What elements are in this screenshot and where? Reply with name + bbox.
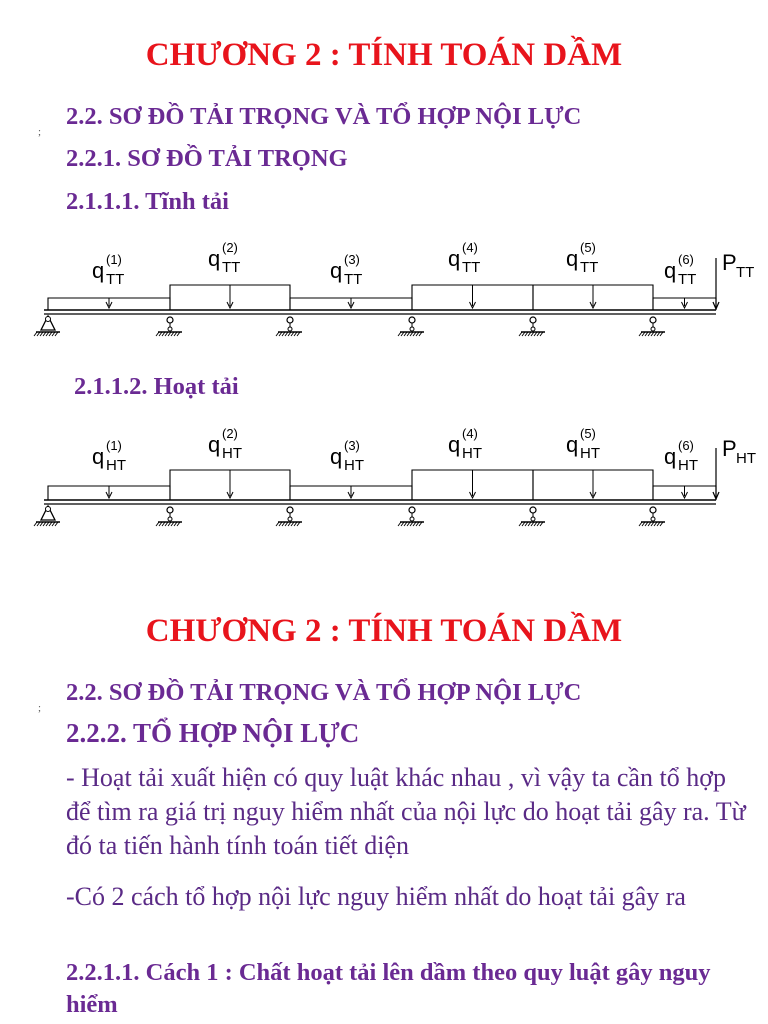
ground-hatch (276, 332, 279, 336)
item-heading-live-load: 2.1.1.2. Hoạt tải (74, 373, 239, 400)
load-label-subscript: TT (344, 271, 363, 288)
load-label-3: q (330, 258, 343, 283)
chapter-title-1: CHƯƠNG 2 : TÍNH TOÁN DẦM (145, 37, 623, 73)
ground-hatch (34, 332, 37, 336)
roller-support (650, 317, 656, 323)
method-1-heading: 2.2.1.1. Cách 1 : Chất hoạt tải lên dầm theo quy luật gây nguy hiểm (66, 959, 711, 1018)
roller-support (409, 507, 415, 513)
load-label-4: q (448, 432, 461, 457)
load-label-subscript: TT (462, 259, 481, 276)
roller-support-hinge (410, 327, 414, 331)
ground-hatch (398, 332, 401, 336)
section-heading-1: 2.2. SƠ ĐỒ TẢI TRỌNG VÀ TỔ HỢP NỘI LỰC (66, 103, 582, 130)
ground-hatch (639, 522, 642, 526)
ground-hatch (156, 522, 159, 526)
load-label-index: (6) (678, 252, 694, 267)
load-label-subscript: HT (580, 445, 600, 462)
load-label-index: (3) (344, 438, 360, 453)
load-label-1: q (92, 444, 105, 469)
ground-hatch (276, 522, 279, 526)
roller-support (167, 317, 173, 323)
slide-marker-2: ; (38, 702, 42, 714)
paragraph-live-load-combination: - Hoạt tải xuất hiện có quy luật khác nhau , vì vậy ta cần tổ hợp để tìm ra giá trị nguy hiểm nhất của nội lực do hoạt tải gây ra. Từ đó ta tiến hành tính toán tiết diện (66, 763, 746, 860)
load-label-2: q (208, 246, 221, 271)
roller-support-hinge (288, 327, 292, 331)
dead-load-beam-diagram (0, 230, 768, 350)
section-heading-2: 2.2. SƠ ĐỒ TẢI TRỌNG VÀ TỔ HỢP NỘI LỰC (66, 679, 582, 706)
item-heading-dead-load: 2.1.1.1. Tĩnh tải (66, 188, 229, 215)
roller-support (650, 507, 656, 513)
load-label-index: (4) (462, 426, 478, 441)
load-label-index: (2) (222, 426, 238, 441)
ground-hatch (519, 522, 522, 526)
load-label-subscript: TT (580, 259, 599, 276)
roller-support-hinge (651, 327, 655, 331)
load-label-subscript: HT (222, 445, 242, 462)
load-label-2: q (208, 432, 221, 457)
slide-marker-1: ; (38, 126, 42, 138)
roller-support (287, 507, 293, 513)
ground-hatch (34, 522, 37, 526)
load-label-6: q (664, 258, 677, 283)
load-label-index: (3) (344, 252, 360, 267)
roller-support (530, 507, 536, 513)
live-load-beam-diagram (0, 420, 768, 540)
support-hinge (46, 507, 51, 512)
roller-support-hinge (168, 327, 172, 331)
load-label-index: (4) (462, 240, 478, 255)
roller-support-hinge (168, 517, 172, 521)
load-label-subscript: TT (106, 271, 125, 288)
roller-support (167, 507, 173, 513)
load-label-subscript: HT (106, 457, 126, 474)
support-hinge (46, 317, 51, 322)
point-load-subscript: HT (736, 450, 756, 467)
load-label-subscript: TT (678, 271, 697, 288)
chapter-title-2: CHƯƠNG 2 : TÍNH TOÁN DẦM (145, 613, 623, 649)
load-label-5: q (566, 246, 579, 271)
load-label-index: (6) (678, 438, 694, 453)
roller-support-hinge (410, 517, 414, 521)
load-label-subscript: HT (462, 445, 482, 462)
roller-support-hinge (531, 327, 535, 331)
point-load-label: P (722, 250, 737, 275)
load-label-subscript: HT (344, 457, 364, 474)
ground-hatch (156, 332, 159, 336)
roller-support (287, 317, 293, 323)
roller-support-hinge (288, 517, 292, 521)
subsection-heading-internal-forces: 2.2.2. TỔ HỢP NỘI LỰC (66, 718, 360, 748)
load-label-5: q (566, 432, 579, 457)
subsection-heading-load-diagram: 2.2.1. SƠ ĐỒ TẢI TRỌNG (66, 145, 348, 172)
point-load-subscript: TT (736, 264, 755, 281)
load-label-index: (5) (580, 426, 596, 441)
load-label-subscript: TT (222, 259, 241, 276)
point-load-label: P (722, 436, 737, 461)
load-label-index: (2) (222, 240, 238, 255)
load-label-1: q (92, 258, 105, 283)
load-label-index: (1) (106, 252, 122, 267)
load-label-subscript: HT (678, 457, 698, 474)
roller-support (409, 317, 415, 323)
roller-support-hinge (651, 517, 655, 521)
ground-hatch (398, 522, 401, 526)
load-label-3: q (330, 444, 343, 469)
load-label-index: (5) (580, 240, 596, 255)
roller-support (530, 317, 536, 323)
roller-support-hinge (531, 517, 535, 521)
paragraph-two-methods: -Có 2 cách tổ hợp nội lực nguy hiểm nhất do hoạt tải gây ra (66, 882, 686, 911)
load-label-6: q (664, 444, 677, 469)
load-label-index: (1) (106, 438, 122, 453)
ground-hatch (639, 332, 642, 336)
load-label-4: q (448, 246, 461, 271)
ground-hatch (519, 332, 522, 336)
